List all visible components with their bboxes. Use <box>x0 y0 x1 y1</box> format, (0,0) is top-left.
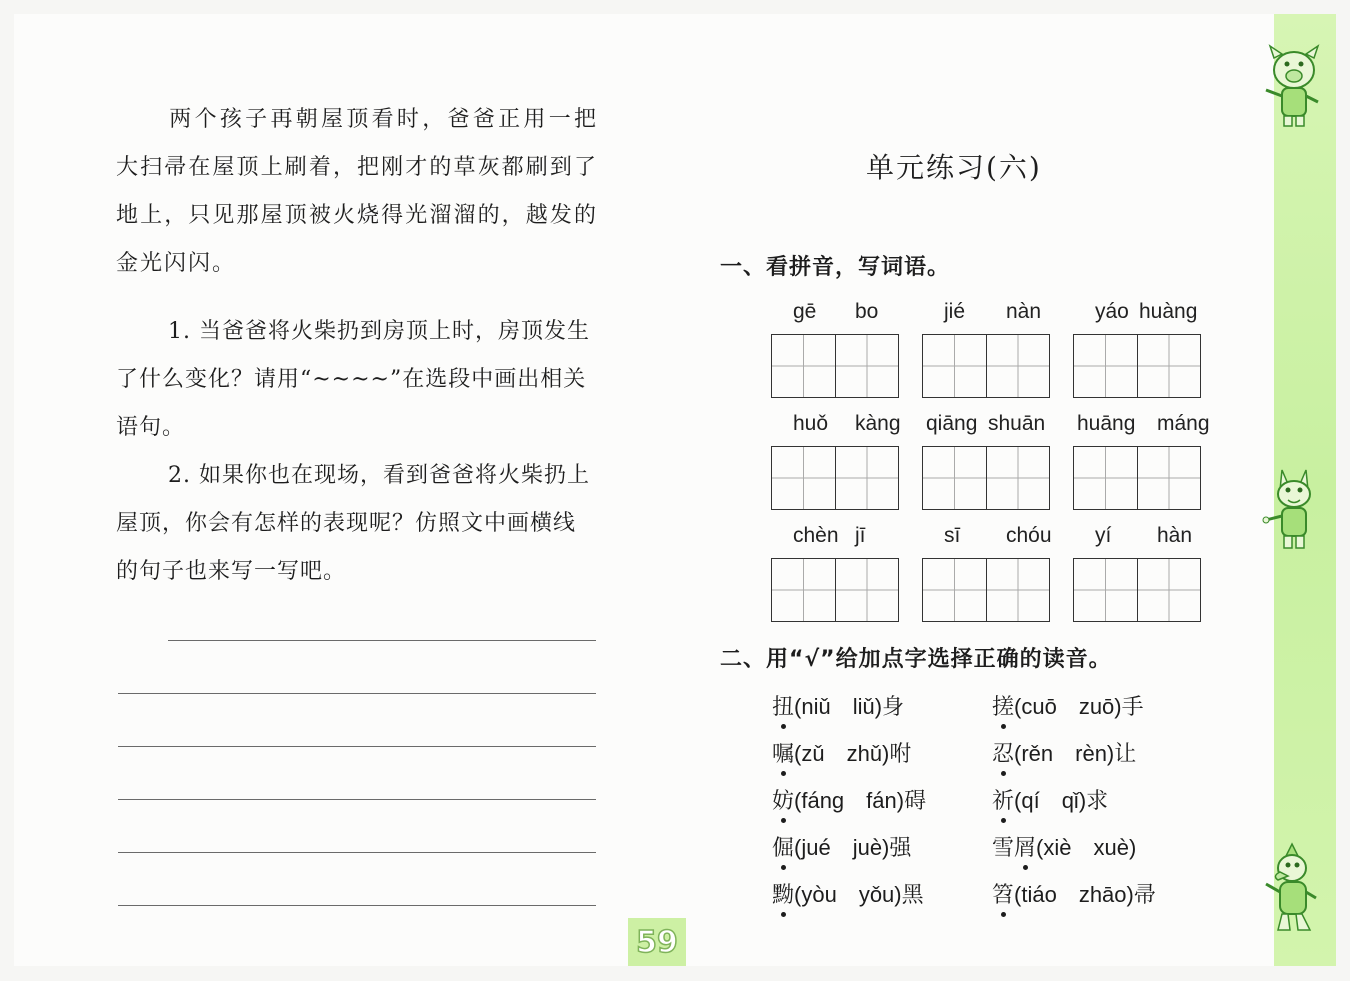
duck-mascot-icon <box>1258 838 1320 938</box>
pinyin-label: nàn <box>1006 300 1042 323</box>
pronunciation-item[interactable] <box>772 831 911 862</box>
writing-cell[interactable] <box>923 559 986 621</box>
writing-cell[interactable] <box>986 559 1050 621</box>
pronunciation-item[interactable] <box>992 878 1156 909</box>
pinyin-label: qiāng <box>926 412 978 435</box>
writing-cell[interactable] <box>1074 335 1137 397</box>
page-number: 59 <box>628 918 686 966</box>
pinyin-label: yáo <box>1095 300 1129 323</box>
writing-cell[interactable] <box>1137 559 1201 621</box>
writing-cell[interactable] <box>772 335 835 397</box>
tianzi-grid[interactable] <box>1073 334 1201 398</box>
answer-line[interactable] <box>168 640 596 641</box>
pronunciation-item[interactable] <box>772 690 904 721</box>
dotted-character: 妨 <box>772 784 794 815</box>
pinyin-choices[interactable]: (rěn rèn) <box>1014 741 1115 766</box>
pinyin-choices[interactable]: (jué juè) <box>794 835 890 860</box>
pinyin-label: yí <box>1095 524 1112 547</box>
pinyin-label: hàn <box>1157 524 1193 547</box>
writing-cell[interactable] <box>1137 335 1201 397</box>
tianzi-grid[interactable] <box>922 334 1050 398</box>
answer-line[interactable] <box>118 799 596 800</box>
dotted-character: 祈 <box>992 784 1014 815</box>
pinyin-choices[interactable]: (xiè xuè) <box>1036 835 1137 860</box>
answer-line[interactable] <box>118 905 596 906</box>
word-part: 雪 <box>992 836 1015 861</box>
pinyin-label: huàng <box>1139 300 1198 323</box>
dotted-character: 扭 <box>772 690 794 721</box>
pinyin-label: chèn <box>793 524 839 547</box>
dotted-character: 屑 <box>1014 831 1036 862</box>
unit-exercise-title: 单元练习(六) <box>866 151 1042 184</box>
pronunciation-item[interactable] <box>992 831 1136 862</box>
pinyin-label: chóu <box>1006 524 1052 547</box>
question-1: 1. 当爸爸将火柴扔到房顶上时，房顶发生了什么变化？请用“~~~~”在选段中画出相关语句。 <box>116 319 590 440</box>
word-part: 黑 <box>901 883 924 908</box>
dotted-character: 忍 <box>992 737 1014 768</box>
tianzi-grid[interactable] <box>922 446 1050 510</box>
tianzi-grid[interactable] <box>771 446 899 510</box>
word-part: 让 <box>1114 742 1137 767</box>
pronunciation-item[interactable] <box>992 737 1136 768</box>
pronunciation-item[interactable] <box>772 878 924 909</box>
pronunciation-item[interactable] <box>772 784 926 815</box>
pinyin-choices[interactable]: (tiáo zhāo) <box>1014 882 1134 907</box>
pinyin-label: jī <box>855 524 866 547</box>
writing-cell[interactable] <box>772 447 835 509</box>
tianzi-grid[interactable] <box>771 334 899 398</box>
pinyin-label: kàng <box>855 412 901 435</box>
pinyin-label: bo <box>855 300 879 323</box>
pinyin-choices[interactable]: (niǔ liǔ) <box>794 694 883 719</box>
question-2: 2. 如果你也在现场，看到爸爸将火柴扔上屋顶，你会有怎样的表现呢？仿照文中画横线的句子也来写一写吧。 <box>116 463 590 584</box>
word-part: 帚 <box>1133 883 1156 908</box>
pinyin-choices[interactable]: (qí qǐ) <box>1014 788 1087 813</box>
pinyin-label: máng <box>1157 412 1210 435</box>
reading-passage: 两个孩子再朝屋顶看时，爸爸正用一把大扫帚在屋顶上刷着，把刚才的草灰都刷到了地上，只见那屋顶被火烧得光溜溜的，越发的金光闪闪。 <box>116 107 598 276</box>
writing-cell[interactable] <box>923 335 986 397</box>
answer-line[interactable] <box>118 852 596 853</box>
section-2-heading: 二、用“√”给加点字选择正确的读音。 <box>720 647 1112 672</box>
writing-cell[interactable] <box>1074 559 1137 621</box>
tianzi-grid[interactable] <box>922 558 1050 622</box>
pinyin-label: huǒ <box>793 412 829 435</box>
pinyin-label: shuān <box>988 412 1046 435</box>
pinyin-label: sī <box>944 524 961 547</box>
pinyin-choices[interactable]: (fáng fán) <box>794 788 905 813</box>
answer-line[interactable] <box>118 746 596 747</box>
word-part: 手 <box>1121 695 1144 720</box>
writing-cell[interactable] <box>835 559 899 621</box>
wolf-mascot-icon <box>1262 460 1324 555</box>
writing-cell[interactable] <box>986 447 1050 509</box>
pinyin-label: huāng <box>1077 412 1136 435</box>
word-part: 咐 <box>889 742 912 767</box>
writing-cell[interactable] <box>923 447 986 509</box>
dotted-character: 黝 <box>772 878 794 909</box>
pinyin-choices[interactable]: (cuō zuō) <box>1014 694 1122 719</box>
writing-cell[interactable] <box>1137 447 1201 509</box>
word-part: 身 <box>882 695 905 720</box>
answer-line[interactable] <box>118 693 596 694</box>
pinyin-choices[interactable]: (zǔ zhǔ) <box>794 741 890 766</box>
writing-cell[interactable] <box>986 335 1050 397</box>
tianzi-grid[interactable] <box>1073 558 1201 622</box>
pronunciation-item[interactable] <box>772 737 911 768</box>
writing-cell[interactable] <box>772 559 835 621</box>
dotted-character: 倔 <box>772 831 794 862</box>
pinyin-choices[interactable]: (yòu yǒu) <box>794 882 902 907</box>
dotted-character: 笤 <box>992 878 1014 909</box>
writing-cell[interactable] <box>835 447 899 509</box>
pig-mascot-icon <box>1260 40 1322 130</box>
tianzi-grid[interactable] <box>1073 446 1201 510</box>
pronunciation-item[interactable] <box>992 690 1144 721</box>
reading-column <box>116 96 598 596</box>
word-part: 求 <box>1086 789 1109 814</box>
pronunciation-item[interactable] <box>992 784 1108 815</box>
dotted-character: 嘱 <box>772 737 794 768</box>
writing-cell[interactable] <box>835 335 899 397</box>
pinyin-label: gē <box>793 300 817 323</box>
word-part: 强 <box>889 836 912 861</box>
tianzi-grid[interactable] <box>771 558 899 622</box>
section-1-heading: 一、看拼音，写词语。 <box>720 255 951 280</box>
writing-cell[interactable] <box>1074 447 1137 509</box>
pinyin-label: jié <box>944 300 966 323</box>
word-part: 碍 <box>904 789 927 814</box>
dotted-character: 搓 <box>992 690 1014 721</box>
